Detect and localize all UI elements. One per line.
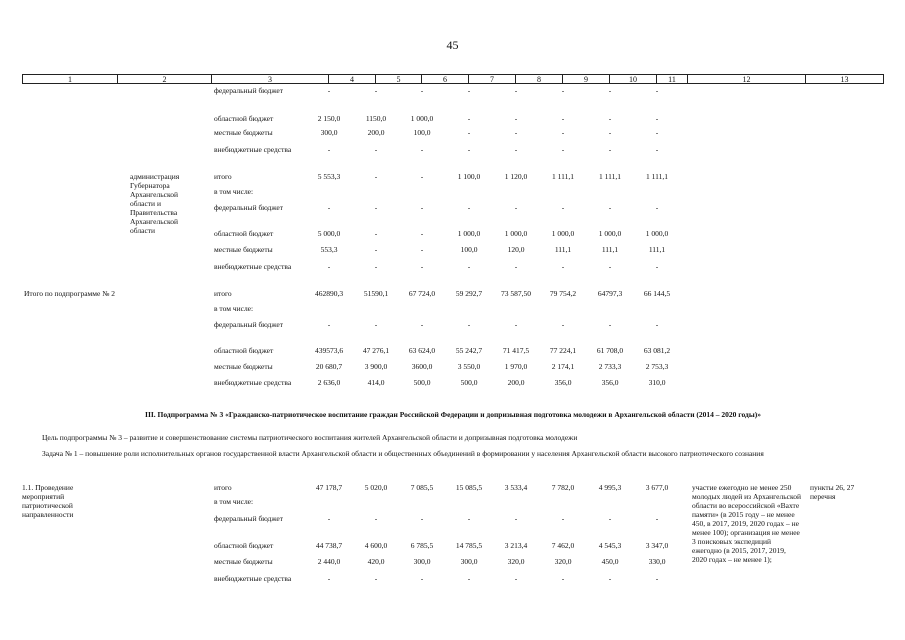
rows-value: - [561,128,565,137]
rows-funding-source: местные бюджеты [214,245,273,254]
rows-value: 100,0 [460,245,478,254]
activity.rows-value: 3 347,0 [645,541,669,550]
activity.rows-value: 3 533,4 [504,483,528,492]
rows-value: 59 292,7 [455,289,483,298]
rows-funding-source: областной бюджет [214,346,274,355]
header-col-8: 8 [516,75,563,83]
rows-value: - [561,86,565,95]
rows-value: 200,0 [367,128,385,137]
activity.rows-value: - [655,574,659,583]
rows-value: 1 000,0 [598,229,622,238]
rows-value: - [608,128,612,137]
rows-value: - [374,145,378,154]
subprogram-goal: Цель подпрограммы № 3 – развитие и совершенствование системы патриотического воспитания жителей Архангельской области и допризывная подготовка молодежи [42,433,578,442]
rows-value: 1 000,0 [410,114,434,123]
rows-value: - [374,172,378,181]
rows-value: 1 120,0 [504,172,528,181]
activity-points: пункты 26, 27 перечня [810,483,855,501]
rows-value: 5 000,0 [317,229,341,238]
rows-value: 63 081,2 [643,346,671,355]
rows-value: - [514,145,518,154]
activity.rows-value: - [327,574,331,583]
rows-value: 2 733,3 [598,362,622,371]
rows-value: 3 550,0 [457,362,481,371]
activity.rows-value: 7 462,0 [551,541,575,550]
rows-funding-source: в том числе: [214,304,254,313]
rows-value: - [374,229,378,238]
activity.rows-value: - [467,514,471,523]
rows-value: - [655,145,659,154]
rows-funding-source: итого [214,172,232,181]
rows-funding-source: местные бюджеты [214,128,273,137]
activity.rows-value: - [420,514,424,523]
rows-value: - [374,86,378,95]
rows-value: 439573,6 [314,346,344,355]
activity.rows-value: 5 020,0 [364,483,388,492]
rows-value: 47 276,1 [362,346,390,355]
subprogram-task: Задача № 1 – повышение роли исполнительных органов государственной власти Архангельской области и общественных объединений в формировании у населения Архангельской области высокого патриотического сознания [42,449,764,458]
rows-value: - [561,203,565,212]
rows-value: - [374,262,378,271]
activity.rows-value: 450,0 [601,557,619,566]
rows-funding-source: областной бюджет [214,114,274,123]
rows-value: - [608,203,612,212]
rows-value: - [467,114,471,123]
rows-executor: администрация Губернатора Архангельской области и Правительства Архангельской области [130,172,180,235]
activity-name: 1.1. Проведение мероприятий патриотической направленности [22,483,74,519]
rows-value: - [655,203,659,212]
activity.rows-value: 3 213,4 [504,541,528,550]
activity.rows-value: - [327,514,331,523]
page-number: 45 [446,38,459,52]
rows-value: - [420,320,424,329]
rows-value: - [420,145,424,154]
rows-value: - [327,86,331,95]
activity.rows-funding-source: федеральный бюджет [214,514,284,523]
rows-value: - [467,128,471,137]
rows-value: 2 753,3 [645,362,669,371]
activity.rows-value: 4 545,3 [598,541,622,550]
rows-value: - [467,262,471,271]
activity.rows-value: - [420,574,424,583]
activity.rows-funding-source: областной бюджет [214,541,274,550]
rows-value: 51590,1 [363,289,389,298]
header-col-2: 2 [118,75,212,83]
rows-value: 20 680,7 [315,362,343,371]
rows-value: - [327,320,331,329]
rows-value: 1 000,0 [645,229,669,238]
rows-value: 63 624,0 [408,346,436,355]
rows-value: 64797,3 [597,289,623,298]
header-col-5: 5 [376,75,422,83]
activity-result: участие ежегодно не менее 250 молодых людей из Архангельской области во всероссийской «Вахте памяти» (в 2015 году – не менее 450, в 2017, 2019, 2020 годах – не менее 100); организация не менее 3 поисковых экспедиций ежегодно (в 2015, 2017, 2019, 2020 годах – не менее 1); [692,483,801,564]
rows-value: 356,0 [601,378,619,387]
header-col-6: 6 [422,75,469,83]
rows-value: - [467,145,471,154]
rows-value: - [514,320,518,329]
rows-value: - [514,203,518,212]
rows-value: - [514,262,518,271]
rows-value: 500,0 [460,378,478,387]
rows-value: - [327,203,331,212]
rows-value: 1 000,0 [504,229,528,238]
header-col-9: 9 [563,75,610,83]
header-col-11: 11 [657,75,688,83]
rows-value: - [327,145,331,154]
rows-value: 1 111,1 [552,172,574,181]
header-col-4: 4 [329,75,376,83]
rows-value: 111,1 [648,245,666,254]
activity.rows-value: 4 600,0 [364,541,388,550]
rows-value: 67 724,0 [408,289,436,298]
table-header [22,74,884,84]
activity.rows-value: - [514,574,518,583]
rows-value: - [655,114,659,123]
activity.rows-value: - [655,514,659,523]
rows-value: 100,0 [413,128,431,137]
rows-value: - [420,245,424,254]
rows-value: - [327,262,331,271]
rows-funding-source: итого [214,289,232,298]
rows-value: - [655,262,659,271]
activity.rows-value: 320,0 [554,557,572,566]
rows-value: 1 970,0 [504,362,528,371]
header-col-13: 13 [840,75,849,84]
header-col-10: 10 [610,75,657,83]
rows-value: 1 100,0 [457,172,481,181]
rows-funding-source: федеральный бюджет [214,86,284,95]
rows-value: - [420,172,424,181]
rows-value: - [514,114,518,123]
activity.rows-value: - [514,514,518,523]
activity.rows-value: 420,0 [367,557,385,566]
rows-value: 120,0 [507,245,525,254]
rows-value: 300,0 [320,128,338,137]
activity.rows-value: - [608,514,612,523]
rows-value: 3600,0 [411,362,433,371]
rows-value: - [608,320,612,329]
activity.rows-value: - [608,574,612,583]
activity.rows-funding-source: в том числе: [214,497,254,506]
rows-value: - [420,262,424,271]
activity.rows-value: - [561,574,565,583]
header-col-1: 1 [23,75,118,83]
rows-value: - [420,229,424,238]
activity.rows-value: 7 782,0 [551,483,575,492]
activity.rows-value: 44 738,7 [315,541,343,550]
rows-value: - [420,86,424,95]
rows-value: - [608,114,612,123]
rows-value: 356,0 [554,378,572,387]
rows-value: 500,0 [413,378,431,387]
activity.rows-value: 3 677,0 [645,483,669,492]
rows-value: 3 900,0 [364,362,388,371]
activity.rows-funding-source: внебюджетные средства [214,574,292,583]
rows-value: 1150,0 [365,114,387,123]
rows-funding-source: внебюджетные средства [214,378,292,387]
rows-value: 1 111,1 [646,172,668,181]
rows-value: - [655,128,659,137]
activity.rows-value: 7 085,5 [410,483,434,492]
activity.rows-value: 300,0 [460,557,478,566]
header-col-3: 3 [212,75,329,83]
rows-value: - [561,145,565,154]
header-col-12: 12 [688,75,806,83]
rows-value: 2 636,0 [317,378,341,387]
rows-value: 1 000,0 [551,229,575,238]
rows-funding-source: федеральный бюджет [214,320,284,329]
rows-value: 73 587,50 [501,289,531,298]
activity.rows-value: - [374,514,378,523]
rows-value: - [467,320,471,329]
rows-value: - [374,320,378,329]
rows-funding-source: внебюджетные средства [214,145,292,154]
rows-funding-source: в том числе: [214,187,254,196]
rows-funding-source: местные бюджеты [214,362,273,371]
rows-value: - [608,262,612,271]
rows-value: 2 150,0 [317,114,341,123]
rows-value: 79 754,2 [549,289,577,298]
activity.rows-value: 47 178,7 [315,483,343,492]
activity.rows-value: 300,0 [413,557,431,566]
rows-value: 71 417,5 [502,346,530,355]
activity.rows-funding-source: местные бюджеты [214,557,273,566]
rows-value: 1 000,0 [457,229,481,238]
rows-funding-source: внебюджетные средства [214,262,292,271]
activity.rows-value: 330,0 [648,557,666,566]
header-col-7: 7 [469,75,516,83]
section-title: III. Подпрограмма № 3 «Гражданско-патриотическое воспитание граждан Российской Федерации и допризывная подготовка молодежи в Архангельской области (2014 – 2020 годы)» [145,410,761,419]
activity.rows-value: 2 440,0 [317,557,341,566]
rows-value: 5 553,3 [317,172,341,181]
rows-value: 553,3 [320,245,338,254]
activity.rows-value: - [467,574,471,583]
rows-value: - [655,86,659,95]
rows-value: - [374,245,378,254]
rows-value: - [561,114,565,123]
rows-value: - [467,86,471,95]
activity.rows-funding-source: итого [214,483,232,492]
rows-value: - [608,145,612,154]
rows-value: 414,0 [367,378,385,387]
activity.rows-value: 4 995,3 [598,483,622,492]
rows-value: - [420,203,424,212]
rows-value: - [561,262,565,271]
rows-value: 111,1 [554,245,572,254]
activity.rows-value: 14 785,5 [455,541,483,550]
rows-value: - [514,86,518,95]
activity.rows-value: - [374,574,378,583]
rows-value: 1 111,1 [599,172,621,181]
rows-funding-source: областной бюджет [214,229,274,238]
activity.rows-value: - [561,514,565,523]
rows-value: - [467,203,471,212]
rows-value: 310,0 [648,378,666,387]
activity.rows-value: 320,0 [507,557,525,566]
rows-label: Итого по подпрограмме № 2 [24,289,116,298]
rows-value: 111,1 [601,245,619,254]
rows-value: - [655,320,659,329]
rows-value: - [561,320,565,329]
rows-value: - [374,203,378,212]
rows-value: 200,0 [507,378,525,387]
activity.rows-value: 15 085,5 [455,483,483,492]
rows-value: 55 242,7 [455,346,483,355]
activity.rows-value: 6 785,5 [410,541,434,550]
rows-value: - [514,128,518,137]
rows-value: 61 708,0 [596,346,624,355]
rows-value: 462890,3 [314,289,344,298]
rows-value: 77 224,1 [549,346,577,355]
rows-value: 2 174,1 [551,362,575,371]
rows-value: - [608,86,612,95]
rows-value: 66 144,5 [643,289,671,298]
rows-funding-source: федеральный бюджет [214,203,284,212]
